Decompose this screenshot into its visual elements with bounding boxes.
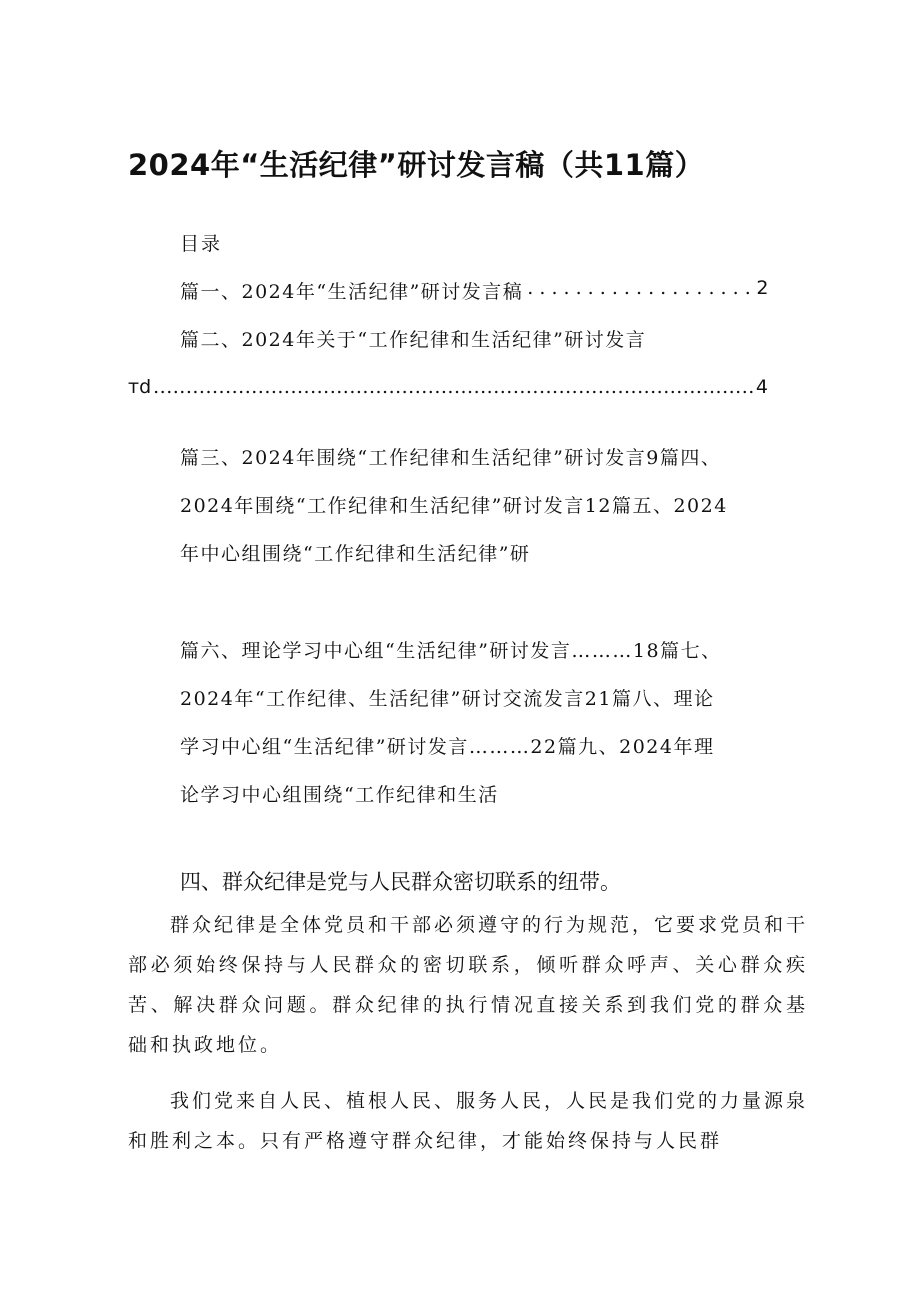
section-heading: 四、群众纪律是党与人民群众密切联系的纽带。 — [180, 870, 621, 894]
toc-line: 2024年围绕“工作纪律和生活纪律”研讨发言12篇五、2024 — [180, 495, 728, 517]
toc-line: 论学习中心组围绕“工作纪律和生活 — [180, 784, 499, 806]
toc-entry-2: 篇二、2024年关于“工作纪律和生活纪律”研讨发言 — [180, 329, 647, 351]
toc-heading: 目录 — [180, 233, 223, 255]
toc-entry-label: 篇一、2024年“生活纪律”研讨发言稿 — [180, 281, 524, 303]
toc-line: 篇六、理论学习中心组“生活纪律”研讨发言………18篇七、 — [180, 640, 722, 662]
toc-leader-dots — [527, 277, 752, 304]
body-paragraph: 群众纪律是全体党员和干部必须遵守的行为规范，它要求党员和干部必须始终保持与人民群众的密切联系，倾听群众呼声、关心群众疾苦、解决群众问题。群众纪律的执行情况直接关系到我们党的群众基础和执政地位。 — [128, 914, 809, 1056]
toc-line: 年中心组围绕“工作纪律和生活纪律”研 — [180, 543, 531, 565]
toc-page-number: 4 — [755, 376, 768, 398]
toc-leader-dots — [153, 376, 754, 398]
document-title: 2024年“生活纪律”研讨发言稿（共11篇） — [128, 148, 705, 182]
toc-page-number: 2 — [756, 277, 770, 299]
toc-line: 篇三、2024年围绕“工作纪律和生活纪律”研讨发言9篇四、 — [180, 447, 722, 469]
body-paragraph: 我们党来自人民、植根人民、服务人民，人民是我们党的力量源泉和胜利之本。只有严格遵守群众纪律，才能始终保持与人民群 — [128, 1090, 809, 1152]
toc-line: 学习中心组“生活纪律”研讨发言………22篇九、2024年理 — [180, 736, 715, 758]
toc-entry-2-continuation — [128, 376, 768, 398]
toc-line: 2024年“工作纪律、生活纪律”研讨交流发言21篇八、理论 — [180, 688, 715, 710]
toc-entry-1 — [180, 277, 770, 304]
toc-entry-label: тd — [128, 376, 152, 398]
